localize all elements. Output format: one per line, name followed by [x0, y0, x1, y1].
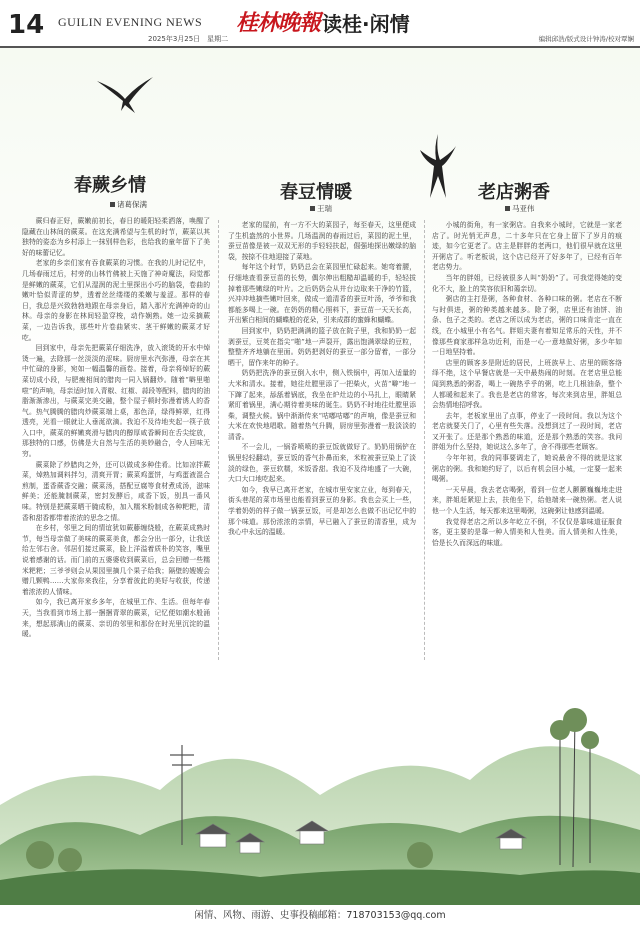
paragraph: 店里的顾客多是附近的居民，上班族早上、店里的顾客络绎不绝，这个早餐店就是一天中最热闹的时刻。在老店里总能闻到熟悉的粥香，喝上一碗热乎乎的粥，吃上几根油条，整个人都暖和起来了。我也是老店的常客，每次来到店里，胖姐总会热情地招呼我。: [432, 358, 622, 410]
paragraph: 奶奶把洗净的蚕豆倒入水中，侧入铁锅中，再加入适量的大米和清水。接着，她往灶膛里添了一把柴火，火苗“噼”地一下蹿了起来，舔舐着锅底，我坐在炉灶边的小马扎上，眼睛紧紧盯着锅里，满心期待着美味的诞生。奶奶不时地往灶膛里添柴，调整火候。锅中渐渐传来“咕嘟咕嘟”的声响，像是蚕豆和大米在欢快地唱歌。随着热气升腾，厨房里弥漫着一股淡淡的清香。: [228, 369, 416, 441]
paragraph: 老家的屋前，有一方不大的菜园子，每至春天，这里便成了生机盎然的小世界。几场温润的春雨过后，菜园的泥土里，蚕豆苗像是被一双双无形的手轻轻扶起，倔强地探出嫩绿的脑袋，按捺不住地迎接了菜地。: [228, 221, 416, 261]
submission-footer: 闲情、风物、雨游、史事投稿邮箱：718703153@qq.com: [194, 910, 446, 921]
paragraph: 不一会儿，一锅香喷喷的蚕豆饭就做好了。奶奶用锅铲在锅里轻轻翻动，蚕豆饭的香气扑鼻而来，米粒被蚕豆染上了淡淡的绿色，蚕豆软糯，米饭香甜。我迫不及待地盛了一大碗，大口大口地吃起来。: [228, 443, 416, 484]
article-author: 诸葛保满: [110, 199, 147, 210]
swallow-icon: [418, 132, 458, 202]
article-author: 王瑞: [310, 203, 332, 214]
issue-date: 2025年3月25日 星期二: [148, 35, 229, 43]
article-body: [228, 220, 416, 610]
paragraph: 当年的胖姐，已经被很多人叫“奶奶”了。可我觉得她的变化不大，脸上的笑容依旧和蔼亲切。: [432, 273, 622, 293]
paragraph: 小城的街角，有一家粥店。自我来小城时，它就是一家老店了。时光悄无声息，二十多年只在它身上留下了岁月的痕迹，如今它更老了。店主是胖胖的老两口，他们很早就在这里开粥店了。听老板说，这个店已经开了好多年了，已经有百年老店势力。: [432, 221, 622, 272]
article-author: 马亚伟: [505, 203, 535, 214]
landscape-illustration: [0, 605, 640, 905]
paragraph: 粥店的主打是粥，各种食材、各种口味的粥。老店在不断与时俱进，粥的种类越来越多。除了粥，店里还有油饼、油条、包子之类的。老店之所以成为老店，粥的口味肯定一直在线，在小城里小有名气。胖姐夫妻有着知足常乐的天性，并不像那些商家那样急功近利，而是一心一意地做好粥，多少年如一日地坚持着。: [432, 295, 622, 357]
article-title: 春蕨乡情: [74, 175, 146, 196]
article-title: 老店粥香: [478, 182, 550, 203]
paragraph: 每年这个时节，奶奶总会在菜园里忙碌起来。她弯着腰，仔细地查看蚕豆苗的长势，偶尔伸出粗糙却温暖的手，轻轻拔掉着那些嫩绿的叶片。之后奶奶会从井台边取来干净的竹篮，兴冲冲地摘些嫩叶回来，做成一道清香的蚕豆叶汤，爷爷和我都能多喝上一碗。在奶奶的精心照料下，蚕豆苗一天天长高，开出紫白相间的蝴蝶般的花朵，引来成群的蜜蜂和蝴蝶。: [228, 263, 416, 325]
paper-logo: 桂林晚報: [236, 10, 321, 36]
section-title: 读桂·闲情: [322, 12, 410, 36]
paragraph: 去年，老板家里出了点事，停业了一段时间。我以为这个老店就要关门了，心里有些失落。没想到过了一段时间，老店又开张了。还是那个熟悉的味道，还是那个熟悉的笑容。我问胖姐为什么坚持，她说这么多年了，舍不得那些老顾客。: [432, 411, 622, 452]
article-title: 春豆情暖: [280, 182, 352, 203]
paragraph: 回到家中，奶奶把满满的篮子放在院子里，我和奶奶一起剥蚕豆，豆荚在指尖“啪”地一声裂开，露出饱满翠绿的豆粒，整整齐齐地躺在里面。奶奶把剥好的蚕豆一部分留着，一部分晒干，留作来年的种子。: [228, 326, 416, 367]
page-number: 14: [8, 10, 45, 40]
column-divider: [424, 220, 425, 660]
paragraph: 我觉得老店之所以多年屹立不倒，不仅仅是靠味道征服食客，更主要的是靠一种人情美和人性美。而人情美和人性美，恰是长久而深远的味道。: [432, 517, 622, 547]
paper-name-en: GUILIN EVENING NEWS: [58, 15, 203, 29]
editor-credits: 编辑邱浩/版式设计钟涛/校对覃娴: [538, 35, 634, 43]
paragraph: 蕨归春正好，蕨嫩前初长，春日的暖阳轻柔洒落，唤醒了隐藏在山林间的蕨菜。在这充满希望与生机的时节，蕨菜以其独特的姿态为乡村添上一抹别样色彩，也给我的童年留下了美好的味蕾记忆。: [22, 217, 210, 257]
paragraph: 在乡村，邻里之间的情谊犹如蕨藤缠绕般，在蕨菜成熟时节，每当母亲做了美味的蕨菜美食，都会分出一部分，让我送给左邻右舍。邻居们接过蕨菜，脸上洋溢着质朴的笑容，嘴里说着感谢的话。而门前的五婆婆收到蕨菜后，总会回赠一些糯米粑粑；三爷爷则会从果园里摘几个果子给我；隔壁的嫂嫂会赠几颗鸭……大家你来我往，分享着彼此的美好与收获，传递着浓浓的人情味。: [22, 524, 210, 596]
page-header: [0, 0, 640, 48]
paragraph: 如今，我已离开家乡多年，在城里工作、生活。但每年春天，当我看到市场上那一捆捆青翠的蕨菜，记忆便如潮水般涌来，想起那满山的蕨菜、亲切的邻里和那份在时光里沉淀的温暖。: [22, 598, 210, 639]
paragraph: 如今，我早已离开老家，在城市里安家立业，每到春天，街头巷尾的菜市场里也能看到蚕豆的身影。我也会买上一些，学着奶奶的样子做一锅蚕豆饭，可是却怎么也做不出记忆中的那个味道。那份浓浓的亲情，早已融入了蚕豆的清香里，成为我心中永远的温暖。: [228, 485, 416, 537]
paragraph: 今年年初，我的同事要调走了，她说最舍不得的就是这家粥店的粥。我和她约好了，以后有机会回小城，一定要一起来喝粥。: [432, 454, 622, 484]
paragraph: 一天早晨，我去老店喝粥，看到一位老人颤颤巍巍地走进来，胖姐赶紧迎上去，扶他坐下，给他端来一碗热粥。老人说他一个人生活，每天都来这里喝粥，这碗粥让他感到温暖。: [432, 485, 622, 516]
column-divider: [218, 220, 219, 660]
paragraph: 蕨菜除了炒腊肉之外，还可以做成多种佳肴。比如凉拌蕨菜，焯熟加调料拌匀，清爽开胃；蕨菜鸡蛋饼，与鸡蛋液混合煎制，蛋香蕨香交融；蕨菜汤，搭配豆腐等食材煮成汤，滋味鲜美；还能腌制蕨菜，密封发酵后，咸香下饭，别具一番风味。特别是把蕨菜晒干腌成粉，加入糯米粉制成各种粑粑，清香和甜香都带着浓浓的思念之情。: [22, 460, 210, 522]
swallow-icon: [95, 75, 155, 115]
paragraph: 回到家中，母亲先把蕨菜仔细洗净，放入滚烫的开水中焯烫一遍，去除那一丝淡淡的涩味。厨房里水汽弥漫，母亲在其中忙碌的身影，宛如一幅温馨的画卷。接着，母亲将焯好的蕨菜切成小段，与肥瘦相间的腊肉一同入锅翻炒。随着“噼里啪啦”的声响，母亲适时加入青椒、红椒、蒜段等配料，腊肉的油脂渐渐渗出，与蕨菜完美交融，整个屋子顿时弥漫着诱人的香气。热气腾腾的腊肉炒蕨菜端上桌，那色泽，绿得鲜翠，红得透亮，光看一眼就让人垂涎欲滴。我迫不及待地夹起一筷子放入口中，蕨菜的鲜嫩爽滑与腊肉的醇厚咸香瞬间在舌尖绽放，那独特的口感，仿佛是大自然与生活的美妙融合，令人回味无穷。: [22, 344, 210, 459]
paragraph: 老家的乡亲们家有吞食蕨菜的习惯。在我的儿时记忆中，几场春雨过后，村旁的山林竹佛被上天施了神奇魔法，闷觉都是鲜嫩的蕨菜，它们从湿润的泥土里探出小巧的脑袋，卷曲的嫩叶恰似青涩的梦，透着丝丝缕缕的柔嫩与羞涩。那样的春日，我总是兴致勃勃地跟在母亲身后，踏入那片充满神奇的山林。母亲的身影在林间轻盈穿梭，动作娴熟。她一边采摘蕨菜，一边告诉我，那些叶片卷曲紧实、茎干鲜嫩的蕨菜才好吃。: [22, 259, 210, 342]
